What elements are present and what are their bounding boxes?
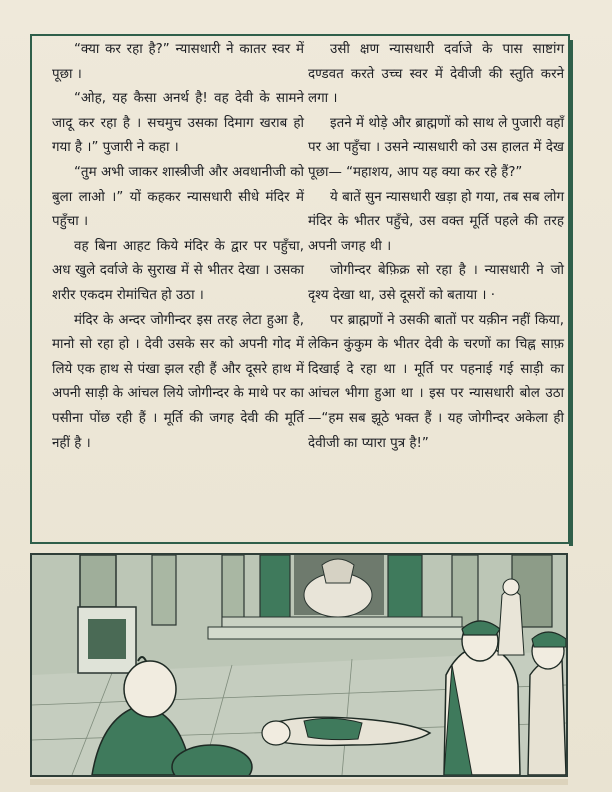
green-pillar: [388, 555, 422, 625]
lying-man-head: [262, 721, 290, 745]
step: [208, 627, 478, 639]
priest-head: [124, 661, 176, 717]
paragraph: इतने में थोड़े और ब्राह्मणों को साथ ले पुजारी वहाँ पर आ पहुँचा । उसने न्यासधारी को उस हालत में देख पूछा— “महाशय, आप यह क्या कर रहे हैं?”: [308, 115, 564, 180]
paragraph: वह बिना आहट किये मंदिर के द्वार पर पहुँचा, अध खुले दर्वाजे के सुराख में से भीतर देखा । उसका शरीर एकदम रोमांचित हो उठा ।: [52, 238, 304, 303]
paragraph: “क्या कर रहा है?” न्यासधारी ने कातर स्वर में पूछा ।: [52, 42, 304, 82]
temple-illustration: [30, 553, 568, 777]
right-column: [308, 38, 564, 456]
green-pillar: [260, 555, 290, 625]
paragraph: उसी क्षण न्यासधारी दर्वाजे के पास साष्टांग दण्डवत करते उच्च स्वर में देवीजी की स्तुति करने लगा ।: [308, 42, 564, 107]
step: [222, 617, 462, 627]
paragraph: मंदिर के अन्दर जोगीन्दर इस तरह लेटा हुआ है, मानो सो रहा हो । देवी उसके सर को अपनी गोद में लिये एक हाथ से पंखा झल रही हैं और दूसरे हाथ में अपनी साड़ी के आंचल लिये जोगीन्दर के माथे पर का पसीना पोंछ रही हैं । मूर्ति की जगह देवी की मूर्ति नहीं है ।: [52, 312, 304, 451]
page-bottom-edge: [30, 779, 568, 785]
second-man-body: [528, 658, 566, 775]
illustration-svg: [32, 555, 566, 775]
pillar: [80, 555, 116, 607]
paragraph: ये बातें सुन न्यासधारी खड़ा हो गया, तब सब लोग मंदिर के भीतर पहुँचे, उस वक्त मूर्ति पहले की तरह अपनी जगह थी ।: [308, 189, 564, 254]
paragraph: जोगीन्दर बेफ़िक्र सो रहा है । न्यासधारी ने जो दृश्य देखा था, उसे दूसरों को बताया । ·: [308, 263, 564, 303]
paragraph: “तुम अभी जाकर शास्त्रीजी और अवधानीजी को बुला लाओ ।” यों कहकर न्यासधारी सीधे मंदिर में पहुँचा ।: [52, 164, 304, 230]
lying-man-cloth: [304, 718, 362, 739]
background-figure: [498, 590, 524, 655]
paragraph: पर ब्राह्मणों ने उसकी बातों पर यक़ीन नहीं किया, लेकिन कुंकुम के भीतर देवी के चरणों का चिह्न साफ़ दिखाई दे रहा था । मूर्ति पर पहनाई गई साड़ी का आंचल भीगा हुआ था । इस पर न्यासधारी बोल उठा—“हम सब झूठे भक्त हैं । यह जोगीन्दर अकेला ही देवीजी का प्यारा पुत्र है!”: [308, 312, 564, 451]
pillar: [152, 555, 176, 625]
idol-head: [322, 559, 354, 583]
paragraph: “ओह, यह कैसा अनर्थ है! वह देवी के सामने जादू कर रहा है । सचमुच उसका दिमाग खराब हो गया है ।” पुजारी ने कहा ।: [52, 91, 304, 156]
left-column: [52, 38, 304, 456]
lamp-pedestal-panel: [88, 619, 126, 659]
text-frame: [30, 34, 570, 544]
background-figure-head: [503, 579, 519, 595]
